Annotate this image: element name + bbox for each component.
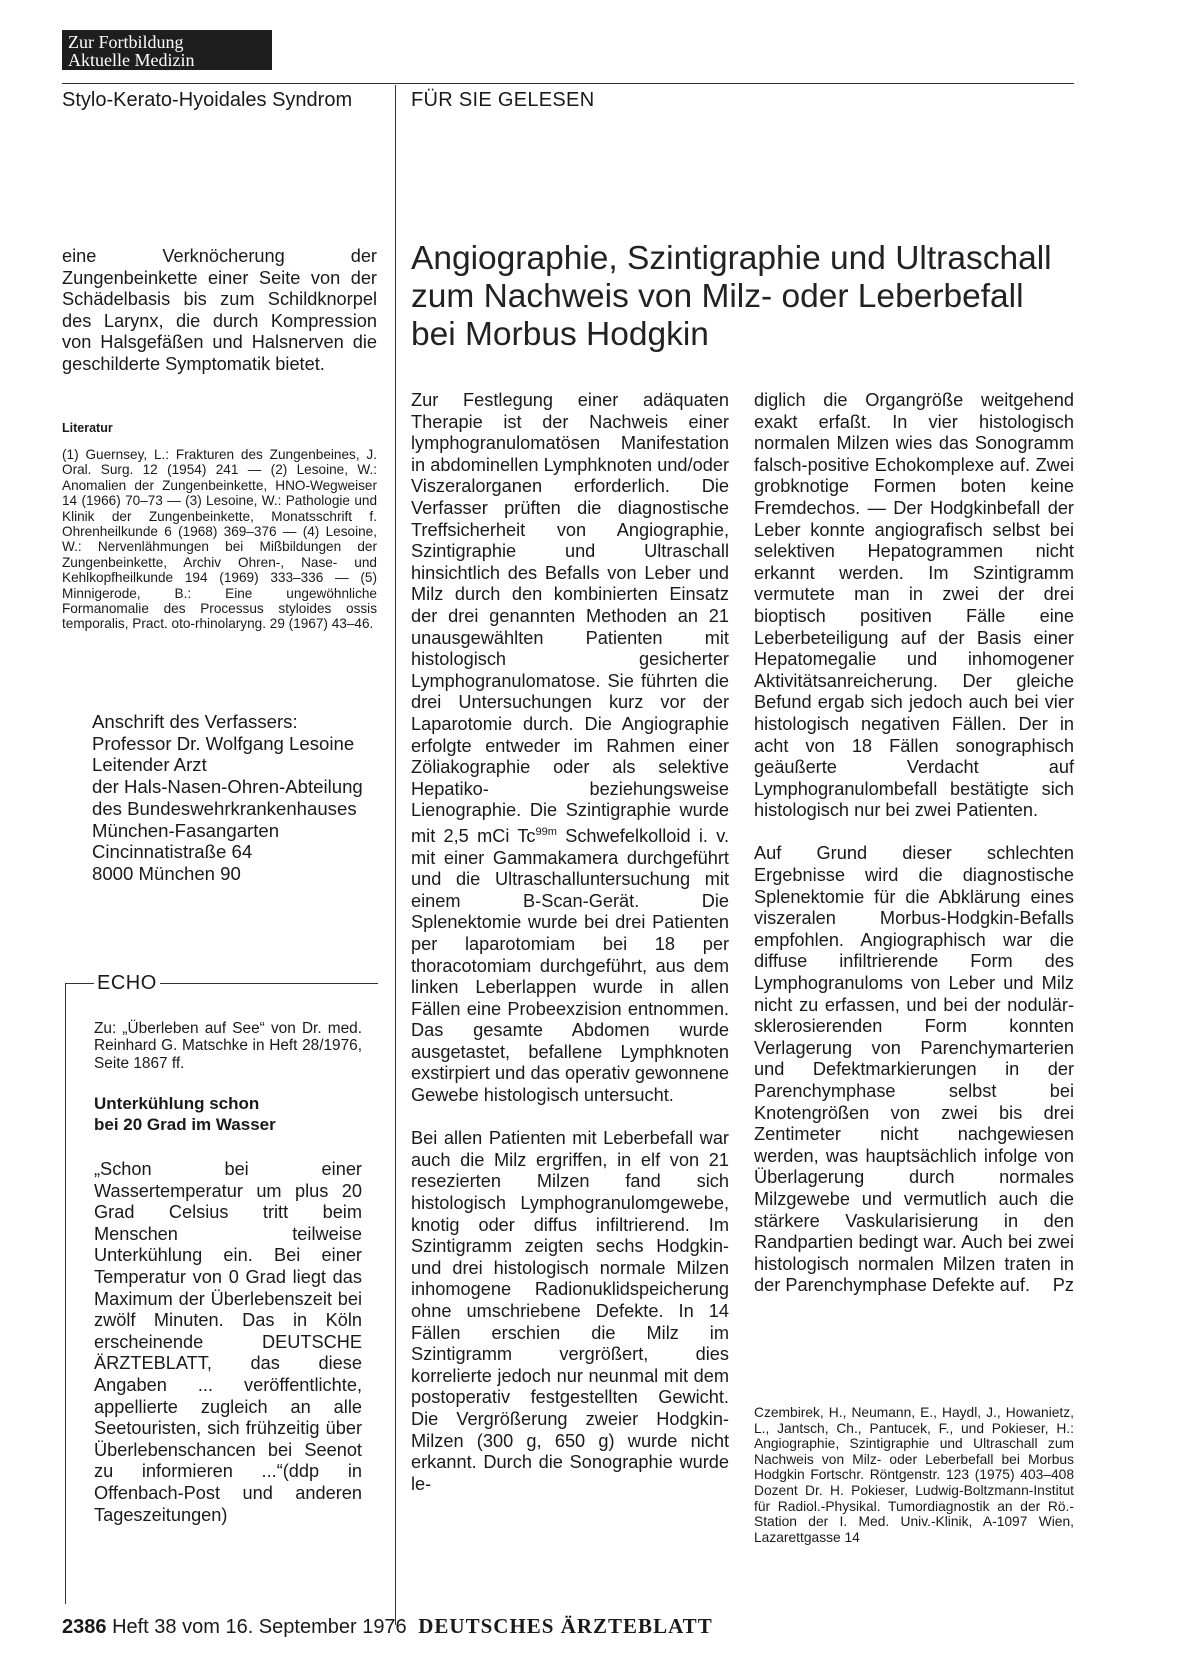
isotope-superscript: 99m [535,825,557,838]
address-line: 8000 München 90 [92,862,241,884]
address-line: des Bundeswehrkrankenhauses [92,797,357,819]
issue-info: Heft 38 vom 16. September 1976 [112,1616,407,1638]
article-paragraph [411,390,729,1107]
echo-body: „Schon bei einer Wassertemperatur um plus 20 Grad Celsius tritt beim Menschen teilweise Unterkühlung ein. Bei einer Temperatur von 0 Grad liegt das Maximum der Überlebenszeit bei zwölf Minuten. Das in Köln erscheinende DEUTSCHE ÄRZTEBLATT, das diese Angaben ... veröffentlichte, appellierte zugleich an alle Seetouristen, sich frühzeitig über Überlebenschancen bei Seenot zu informieren ...“(ddp in Offenbach-Post und anderen Tageszeitungen) [94,1159,362,1525]
badge-line-2: Aktuelle Medizin [68,50,195,70]
article-citation: Czembirek, H., Neumann, E., Haydl, J., Howanietz, L., Jantsch, Ch., Pantucek, F., und Pokieser, H.: Angiographie, Szintigraphie und Ultraschall zum Nachweis von Milz- oder Leberbefall bei Morbus Hodgkin Fortschr. Röntgenstr. 123 (1975) 403–408 Dozent Dr. H. Pokieser, Ludwig-Boltzmann-Institut für Radiol.-Physikal. Tumordiagnostik an der Rö.-Station der I. Med. Univ.-Klinik, A-1097 Wien, Lazarettgasse 14 [754,1405,1074,1545]
column-divider [395,85,396,1625]
text-segment: Schwefelkolloid i. v. mit einer Gammakamera durchgeführt und die Ultraschalluntersuchung mit einem B-Scan-Gerät. Die Splenektomie wurde bei drei Patienten per laparotomiam bei 18 per thoracotomiam durchgeführt, aus dem linken Leberlappen wurde in allen Fällen eine Probeexzision entnommen. Das gesamte Abdomen wurde ausgetastet, befallene Lymphknoten exstirpiert und das operativ gewonnene Gewebe histologisch untersucht. [411,825,729,1106]
page-footer [62,1614,713,1639]
article-title-line: bei Morbus Hodgkin [411,316,709,353]
echo-headline-line: Unterkühlung schon [94,1094,260,1113]
address-line: Leitender Arzt [92,754,207,776]
echo-label: ECHO [94,972,160,995]
article-column-1 [411,390,729,1495]
article-title-line: zum Nachweis von Milz- oder Leberbefall [411,278,1024,315]
echo-reference: Zu: „Überleben auf See“ von Dr. med. Reinhard G. Matschke in Heft 28/1976, Seite 1867 ff. [94,1020,362,1072]
echo-headline-line: bei 20 Grad im Wasser [94,1115,276,1134]
literature-heading: Literatur [62,421,113,435]
section-badge [62,30,272,70]
right-section-title: FÜR SIE GELESEN [411,89,595,111]
text-segment: Zur Festlegung einer adäquaten Therapie ist der Nachweis einer lymphogranulomatösen Manifestation in abdominellen Lymphknoten und/oder Viszeralorganen erforderlich. Die Verfasser prüften die diagnostische Treffsicherheit von Angiographie, Szintigraphie und Ultraschall hinsichtlich des Befalls von Leber und Milz durch den kombinierten Einsatz der drei genannten Methoden an 21 unausgewählten Patienten mit histologisch gesicherter Lymphogranulomatose. Sie führten die drei Untersuchungen kurz vor der Laparotomie durch. Die Angiographie erfolgte entweder im Rahmen einer Zöliakographie oder als selektive Hepatiko- beziehungsweise Lienographie. Die Szintigraphie wurde mit 2,5 mCi Tc [411,390,729,846]
article-title-line: Angiographie, Szintigraphie und Ultraschall [411,240,1052,277]
author-address [92,711,363,885]
article-paragraph [754,843,1074,1296]
journal-masthead: DEUTSCHES ÄRZTEBLATT [418,1614,713,1638]
left-section-title: Stylo-Kerato-Hyoidales Syndrom [62,89,353,111]
article-column-2 [754,390,1074,1297]
article-paragraph: diglich die Organgröße weitgehend exakt erfaßt. In vier histologisch normalen Milzen wies das Sonogramm falsch-positive Echokomplexe auf. Zwei grobknotige Formen boten keine Fremdechos. — Der Hodgkinbefall der Leber konnte angiografisch selbst bei selektiven Hepatogrammen nicht erkannt werden. Im Szintigramm vermutete man in zwei der drei bioptisch positiven Fälle eine Leberbeteiligung auf der Basis einer Hepatomegalie und inhomogener Aktivitätsanreicherung. Der gleiche Befund ergab sich jedoch auch bei vier histologisch negativen Fällen. Der in acht von 18 Fällen sonographisch geäußerte Verdacht auf Lymphogranulombefall bestätigte sich histologisch nur bei zwei Patienten. [754,390,1074,821]
page-number: 2386 [62,1616,107,1638]
author-signature: Pz [1052,1275,1074,1296]
badge-line-1: Zur Fortbildung [68,32,184,52]
left-intro-text: eine Verknöcherung der Zungenbeinkette einer Seite von der Schädelbasis bis zum Schildknorpel des Larynx, die durch Kompression von Halsgefäßen und Halsnerven die geschilderte Symptomatik bietet. [62,246,377,374]
text-segment: Auf Grund dieser schlechten Ergebnisse wird die diagnostische Splenektomie für die Abklärung eines viszeralen Morbus-Hodgkin-Befalls empfohlen. Angiographisch war die diffuse infiltrierende Form des Lymphogranuloms von Leber und Milz nicht zu erfassen, und bei der nodulär-sklerosierenden Form konnten Verlagerung von Parenchymarterien und Defektmarkierungen in der Parenchymphase selbst bei Knotengrößen von zwei bis drei Zentimeter nicht nachgewiesen werden, was hauptsächlich infolge von Überlagerung durch normales Milzgewebe und vermutlich auch die stärkere Vaskularisierung in den Randpartien bedingt war. Auch bei zwei histologisch normalen Milzen traten in der Parenchymphase Defekte auf. [754,843,1074,1296]
literature-list: (1) Guernsey, L.: Frakturen des Zungenbeines, J. Oral. Surg. 12 (1954) 241 — (2) Lesoine, W.: Anomalien der Zungenbeinkette, HNO-Wegweiser 14 (1966) 70–73 — (3) Lesoine, W.: Pathologie und Klinik der Zungenbeinkette, Monatsschrift f. Ohrenheilkunde 6 (1968) 369–376 — (4) Lesoine, W.: Nervenlähmungen bei Mißbildungen der Zungenbeinkette, Archiv Ohren-, Nase- und Kehlkopfheilkunde 194 (1969) 333–336 — (5) Minnigerode, B.: Eine ungewöhnliche Formanomalie des Processus styloides ossis temporalis, Pract. oto-rhinolaryng. 29 (1967) 43–46. [62,447,377,632]
header-rule [62,83,1074,84]
address-line: München-Fasangarten [92,819,280,841]
article-title [411,240,1091,354]
address-line: Anschrift des Verfassers: [92,711,298,732]
address-line: Cincinnatistraße 64 [92,841,253,863]
echo-headline [94,1093,276,1135]
article-paragraph: Bei allen Patienten mit Leberbefall war auch die Milz ergriffen, in elf von 21 resezierten Milzen fand sich histologisch Lymphogranulomgewebe, knotig oder diffus infiltrierend. Im Szintigramm zeigten sechs Hodgkin- und drei histologisch normale Milzen inhomogene Radionuklidspeicherung ohne umschriebene Defekte. In 14 Fällen erschien die Milz im Szintigramm vergrößert, dies korrelierte jedoch nur neunmal mit dem postoperativ festgestellten Gewicht. Die Vergrößerung zweier Hodgkin-Milzen (300 g, 650 g) wurde nicht erkannt. Durch die Sonographie wurde le- [411,1128,729,1494]
address-line: der Hals-Nasen-Ohren-Abteilung [92,776,363,798]
address-line: Professor Dr. Wolfgang Lesoine [92,732,355,754]
